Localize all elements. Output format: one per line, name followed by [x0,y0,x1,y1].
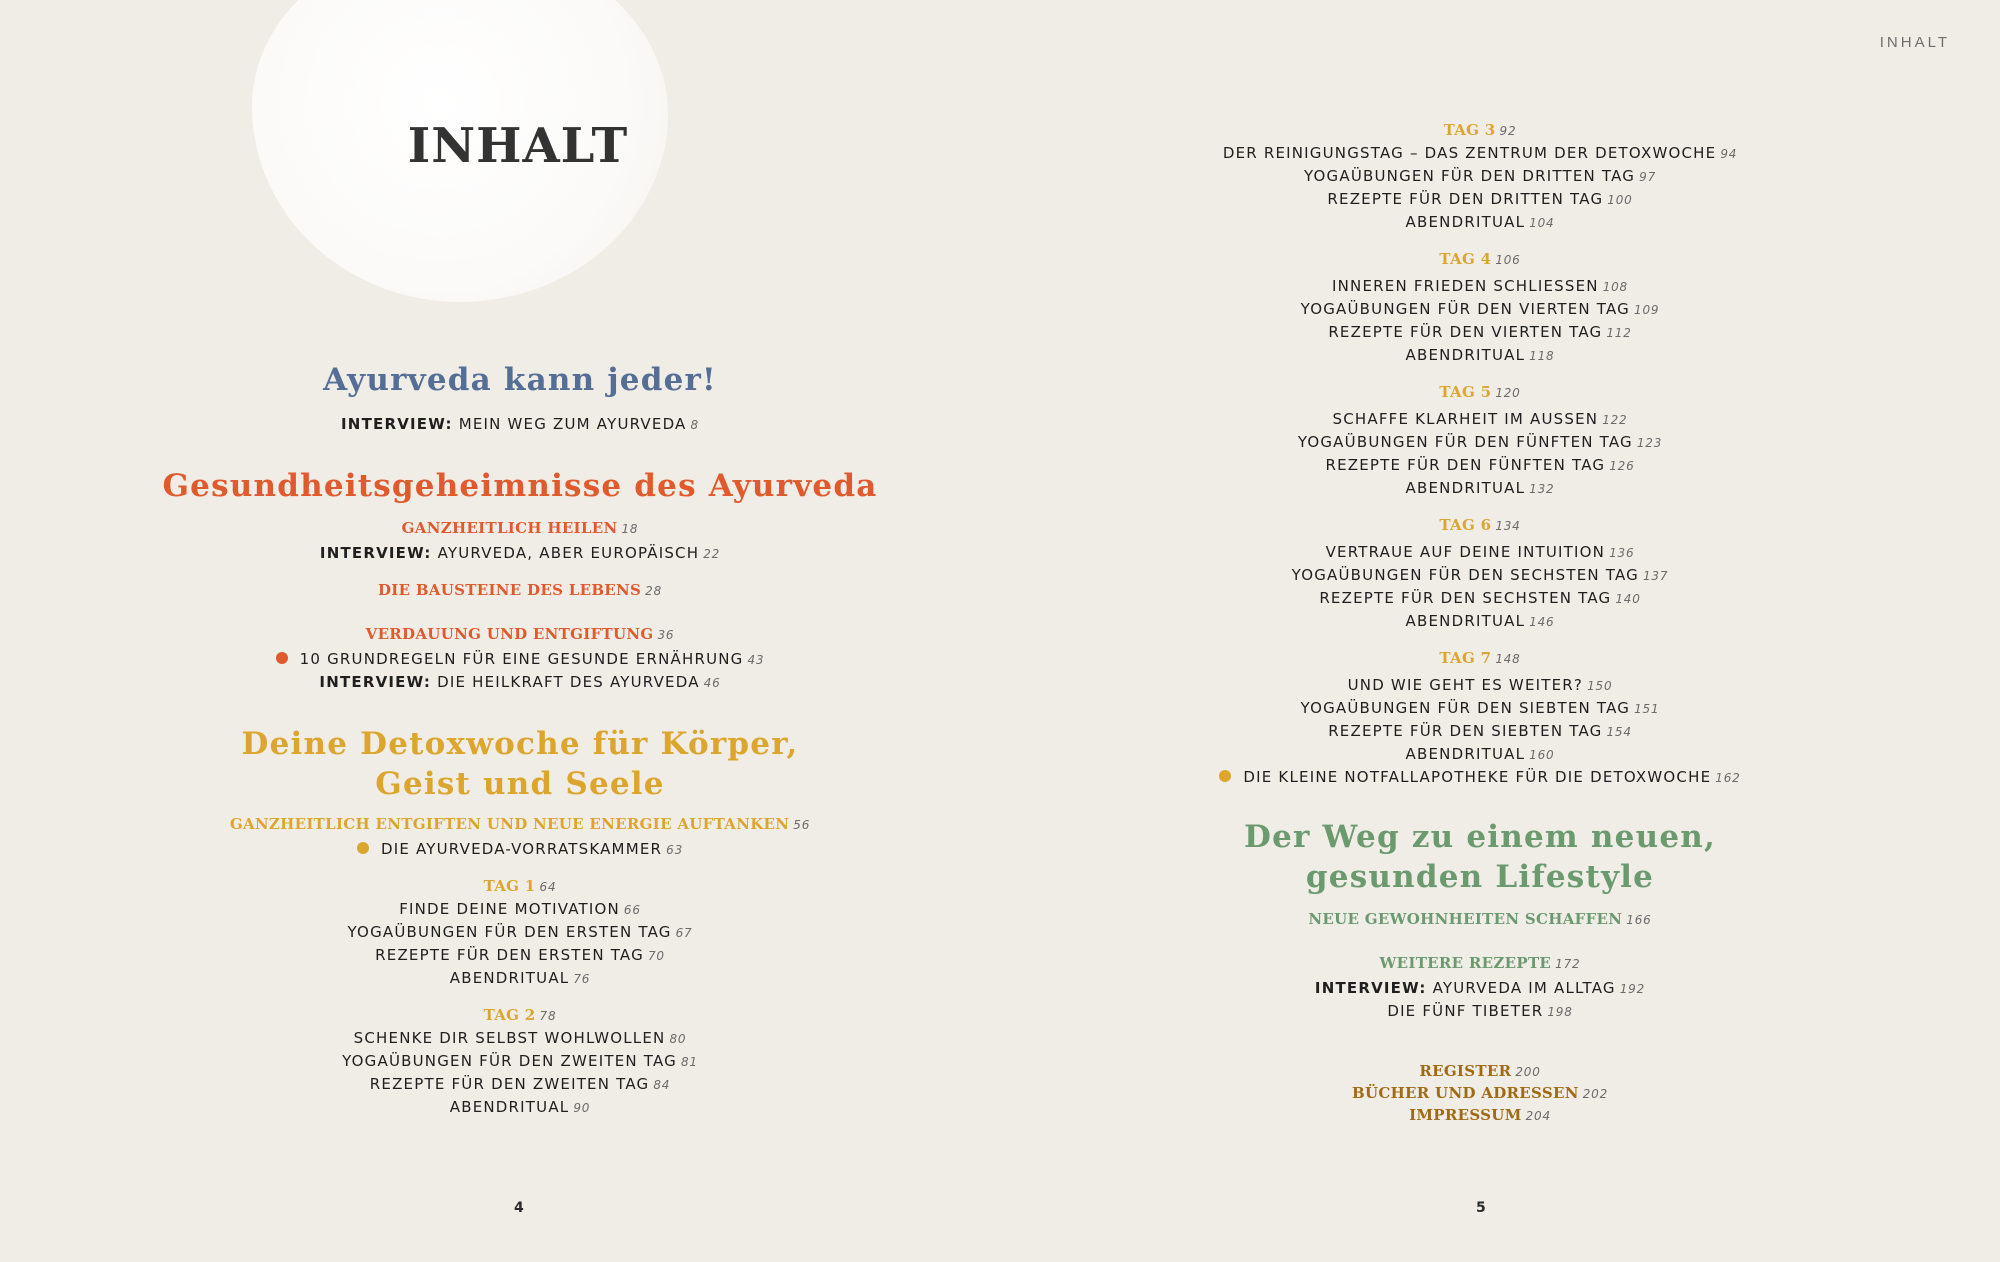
entry-text: ABENDRITUAL [449,1098,570,1116]
right-page [1000,0,2000,1262]
entry-text: ABENDRITUAL [1405,213,1526,231]
page-number: 78 [539,1009,557,1023]
tag-6-entries [1120,541,1840,633]
section-label: TAG 5 [1439,383,1492,401]
entry-text: INNEREN FRIEDEN SCHLIESSEN [1332,277,1599,295]
page-number: 100 [1607,193,1633,207]
page-number: 109 [1634,303,1660,317]
entry-text: YOGAÜBUNGEN FÜR DEN FÜNFTEN TAG [1297,433,1633,451]
page-title: INHALT [407,118,629,174]
page-number: 151 [1634,702,1660,716]
toc-entry[interactable] [1120,743,1840,766]
section-label: WEITERE REZEPTE [1379,954,1552,972]
page-number: 122 [1602,413,1628,427]
entry-text: SCHAFFE KLARHEIT IM AUSSEN [1332,410,1599,428]
section-weitere-rezepte[interactable] [1120,953,1840,975]
entry-text: DIE FÜNF TIBETER [1387,1002,1544,1020]
page-number: 63 [666,843,684,857]
toc-entry[interactable] [120,921,920,944]
entry-text: AYURVEDA, ABER EUROPÄISCH [437,544,700,562]
section-label: TAG 2 [483,1006,536,1024]
toc-entry[interactable] [120,542,920,565]
page-number: 200 [1515,1065,1541,1079]
page-number: 80 [669,1032,687,1046]
entry-text: AYURVEDA IM ALLTAG [1432,979,1616,997]
chapter-title-line: gesunden Lifestyle [1305,859,1655,895]
entry-text: YOGAÜBUNGEN FÜR DEN SIEBTEN TAG [1300,699,1631,717]
page-number: 202 [1582,1087,1609,1101]
toc-entry[interactable] [1120,477,1840,500]
page-number: 136 [1609,546,1635,560]
entry-text: REZEPTE FÜR DEN FÜNFTEN TAG [1325,456,1606,474]
page-number: 106 [1495,253,1521,267]
tag-3-entries [1120,142,1840,234]
entry-text: FINDE DEINE MOTIVATION [399,900,620,918]
page-number: 18 [621,522,639,536]
entry-text: DIE KLEINE NOTFALLAPOTHEKE FÜR DIE DETOXWOCHE [1243,768,1712,786]
entry-text: DIE AYURVEDA-VORRATSKAMMER [380,840,663,858]
page-number: 137 [1643,569,1669,583]
entry-text: REZEPTE FÜR DEN SIEBTEN TAG [1328,722,1603,740]
toc-entry[interactable] [120,967,920,990]
tag-1-entries [120,898,920,990]
bullet-dot-icon [276,652,288,664]
bullet-dot-icon [1219,770,1231,782]
toc-entry[interactable] [1120,321,1840,344]
toc-entry[interactable] [1120,142,1840,165]
running-head: INHALT [1879,34,1950,51]
section-label: TAG 1 [483,877,536,895]
page-number: 22 [703,547,721,561]
toc-entry[interactable] [1120,674,1840,697]
entry-text: YOGAÜBUNGEN FÜR DEN VIERTEN TAG [1300,300,1631,318]
toc-right-column [1120,120,1840,1127]
section-verdauung[interactable] [120,624,920,646]
page-number-left: 4 [514,1200,524,1216]
page-number: 126 [1609,459,1635,473]
page-number: 134 [1495,519,1521,533]
toc-entry[interactable] [1120,564,1840,587]
toc-entry[interactable] [1120,587,1840,610]
section-register[interactable] [1120,1061,1840,1083]
section-label: NEUE GEWOHNHEITEN SCHAFFEN [1308,910,1623,928]
toc-entry[interactable] [120,648,920,671]
entry-text: ABENDRITUAL [1405,612,1526,630]
entry-text: ABENDRITUAL [1405,346,1526,364]
page-number: 64 [539,880,557,894]
toc-entry[interactable] [120,1096,920,1119]
toc-entry[interactable] [120,1073,920,1096]
page-number: 192 [1619,982,1646,996]
section-bausteine[interactable] [120,580,920,602]
toc-entry[interactable] [1120,344,1840,367]
chapter-lifestyle [1120,817,1840,897]
chapter-title-line: Geist und Seele [375,766,665,802]
toc-entry[interactable] [120,671,920,694]
section-label: GANZHEITLICH HEILEN [401,519,618,537]
section-label: TAG 6 [1439,516,1492,534]
section-tag-4[interactable] [1120,249,1840,271]
toc-entry[interactable] [120,413,920,436]
toc-entry[interactable] [1120,211,1840,234]
toc-left-column [120,360,920,1119]
section-gewohnheiten[interactable] [1120,909,1840,931]
toc-entry[interactable] [120,838,920,861]
interview-label: INTERVIEW: [341,415,453,433]
tag-7-entries [1120,674,1840,789]
section-buecher[interactable] [1120,1083,1840,1105]
tag-2-entries [120,1027,920,1119]
page-number: 104 [1529,216,1555,230]
page-number: 120 [1495,386,1521,400]
entry-text: VERTRAUE AUF DEINE INTUITION [1325,543,1606,561]
page-number: 132 [1529,482,1555,496]
section-tag-3[interactable] [1120,120,1840,142]
page-number: 166 [1626,913,1652,927]
toc-entry[interactable] [1120,977,1840,1000]
toc-entry[interactable] [1120,1000,1840,1023]
page-number: 160 [1529,748,1555,762]
toc-entry[interactable] [1120,188,1840,211]
page-number: 36 [657,628,675,642]
entry-text: YOGAÜBUNGEN FÜR DEN SECHSTEN TAG [1291,566,1639,584]
entry-text: SCHENKE DIR SELBST WOHLWOLLEN [353,1029,666,1047]
page-number: 56 [793,818,811,832]
page-number: 162 [1715,771,1741,785]
toc-entry[interactable] [1120,610,1840,633]
section-label: TAG 4 [1439,250,1492,268]
bullet-dot-icon [357,842,369,854]
toc-entry[interactable] [1120,408,1840,431]
toc-entry[interactable] [1120,541,1840,564]
section-tag-5[interactable] [1120,382,1840,404]
entry-text: YOGAÜBUNGEN FÜR DEN DRITTEN TAG [1303,167,1636,185]
section-label: TAG 7 [1439,649,1492,667]
section-tag-1[interactable] [120,876,920,898]
page-number: 81 [681,1055,698,1069]
toc-entry[interactable] [1120,431,1840,454]
page-number: 94 [1720,147,1738,161]
page-number: 84 [653,1078,671,1092]
interview-label: INTERVIEW: [1314,979,1427,997]
toc-entry[interactable] [1120,275,1840,298]
entry-text: REZEPTE FÜR DEN ZWEITEN TAG [369,1075,650,1093]
interview-label: INTERVIEW: [319,673,432,691]
section-tag-6[interactable] [1120,515,1840,537]
page-number: 70 [647,949,665,963]
section-label: GANZHEITLICH ENTGIFTEN UND NEUE ENERGIE AUFTANKEN [229,815,790,833]
toc-entry[interactable] [1120,720,1840,743]
section-tag-7[interactable] [1120,648,1840,670]
page-number: 8 [690,418,699,432]
page-number: 172 [1555,957,1581,971]
entry-text: UND WIE GEHT ES WEITER? [1347,676,1584,694]
page-number: 92 [1499,124,1517,138]
section-label: TAG 3 [1443,121,1496,139]
toc-entry[interactable] [1120,454,1840,477]
section-label: REGISTER [1419,1062,1512,1080]
entry-text: YOGAÜBUNGEN FÜR DEN ERSTEN TAG [347,923,672,941]
page-number: 43 [747,653,765,667]
page-number: 150 [1587,679,1613,693]
page-number: 140 [1615,592,1641,606]
toc-entry[interactable] [120,898,920,921]
page-number: 76 [573,972,591,986]
page-number: 154 [1606,725,1632,739]
entry-text: REZEPTE FÜR DEN DRITTEN TAG [1327,190,1604,208]
chapter-ayurveda-kann-jeder: Ayurveda kann jeder! [323,362,717,398]
toc-entry[interactable] [1120,298,1840,321]
page-number-right: 5 [1476,1200,1486,1216]
page-number: 46 [703,676,721,690]
page-number: 118 [1529,349,1555,363]
toc-entry[interactable] [120,1027,920,1050]
interview-label: INTERVIEW: [319,544,432,562]
section-ganzheitlich-heilen[interactable] [120,518,920,540]
page-number: 90 [573,1101,591,1115]
entry-text: MEIN WEG ZUM AYURVEDA [458,415,687,433]
page-number: 148 [1495,652,1521,666]
page-number: 66 [623,903,641,917]
section-label: BÜCHER UND ADRESSEN [1351,1084,1579,1102]
toc-entry[interactable] [1120,165,1840,188]
entry-text: DER REINIGUNGSTAG – DAS ZENTRUM DER DETOXWOCHE [1222,144,1717,162]
chapter-detoxwoche [120,724,920,804]
tag-4-entries [1120,275,1840,367]
section-tag-2[interactable] [120,1005,920,1027]
page-number: 123 [1636,436,1663,450]
chapter-title-line: Der Weg zu einem neuen, [1244,819,1716,855]
section-ganzheitlich-entgiften[interactable] [120,814,920,836]
chapter-gesundheitsgeheimnisse: Gesundheitsgeheimnisse des Ayurveda [162,468,878,504]
toc-entry[interactable] [120,1050,920,1073]
page-number: 97 [1639,170,1657,184]
entry-text: ABENDRITUAL [449,969,570,987]
entry-text: 10 GRUNDREGELN FÜR EINE GESUNDE ERNÄHRUNG [299,650,744,668]
page-number: 108 [1602,280,1628,294]
toc-entry[interactable] [1120,697,1840,720]
page-number: 198 [1547,1005,1573,1019]
section-label: VERDAUUNG UND ENTGIFTUNG [365,625,654,643]
toc-entry[interactable] [1120,766,1840,789]
section-label: IMPRESSUM [1409,1106,1522,1124]
entry-text: YOGAÜBUNGEN FÜR DEN ZWEITEN TAG [342,1052,677,1070]
entry-text: ABENDRITUAL [1405,745,1526,763]
section-impressum[interactable] [1120,1105,1840,1127]
entry-text: DIE HEILKRAFT DES AYURVEDA [437,673,700,691]
page-number: 146 [1529,615,1555,629]
page-number: 204 [1525,1109,1551,1123]
chapter-title-line: Deine Detoxwoche für Körper, [241,726,799,762]
entry-text: ABENDRITUAL [1405,479,1526,497]
entry-text: REZEPTE FÜR DEN SECHSTEN TAG [1319,589,1612,607]
entry-text: REZEPTE FÜR DEN ERSTEN TAG [375,946,644,964]
page-number: 67 [675,926,693,940]
page-number: 112 [1606,326,1632,340]
page-number: 28 [645,584,663,598]
toc-entry[interactable] [120,944,920,967]
section-label: DIE BAUSTEINE DES LEBENS [377,581,642,599]
entry-text: REZEPTE FÜR DEN VIERTEN TAG [1328,323,1603,341]
tag-5-entries [1120,408,1840,500]
